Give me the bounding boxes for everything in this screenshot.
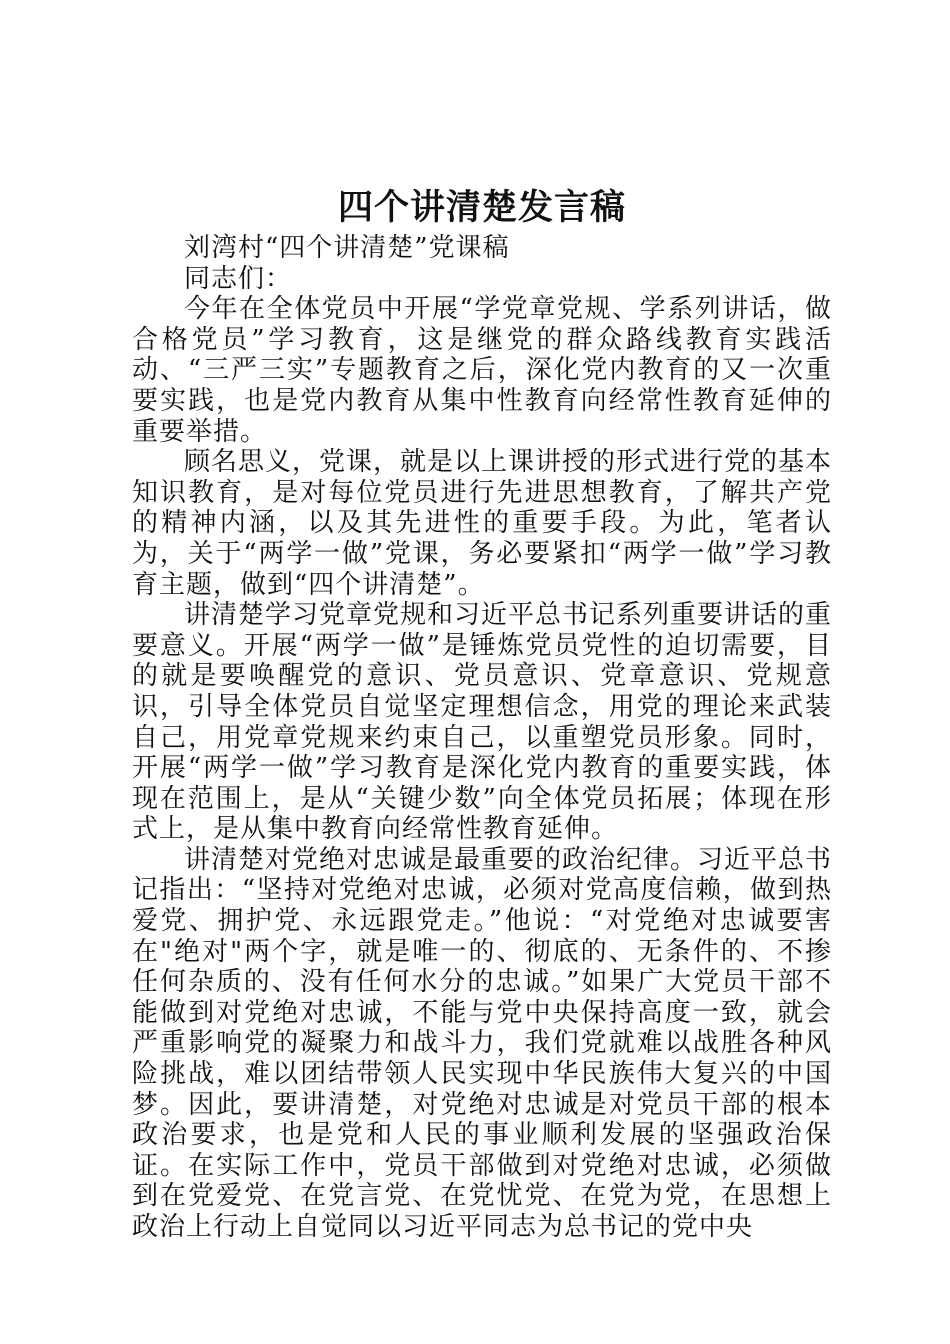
salutation: 同志们： xyxy=(184,263,293,294)
document-page xyxy=(132,185,832,1243)
paragraph-significance: 讲清楚学习党章党规和习近平总书记系列重要讲话的重要意义。开展“两学一做”是锤炼党员党性的迫切需要，目的就是要唤醒党的意识、党员意识、党章意识、党规意识，引导全体党员自觉坚定理想信念，用党的理论来武装自己，用党章党规来约束自己，以重塑党员形象。同时，开展“两学一做”学习教育是深化党内教育的重要实践，体现在范围上，是从“关键少数”向全体党员拓展；体现在形式上，是从集中教育向经常性教育延伸。 xyxy=(132,600,833,845)
document-subtitle: 刘湾村“四个讲清楚”党课稿 xyxy=(184,233,510,263)
document-title: 四个讲清楚发言稿 xyxy=(337,187,626,228)
paragraph-intro: 今年在全体党员中开展“学党章党规、学系列讲话，做合格党员”学习教育，这是继党的群众路线教育实践活动、“三严三实”专题教育之后，深化党内教育的又一次重要实践，也是党内教育从集中性教育向经常性教育延伸的重要举措。 xyxy=(132,294,832,447)
paragraph-meaning: 顾名思义，党课，就是以上课讲授的形式进行党的基本知识教育，是对每位党员进行先进思想教育，了解共产党的精神内涵，以及其先进性的重要手段。为此，笔者认为，关于“两学一做”党课，务必要紧扣“两学一做”学习教育主题，做到“四个讲清楚”。 xyxy=(132,447,833,600)
paragraph-loyalty: 讲清楚对党绝对忠诚是最重要的政治纪律。习近平总书记指出：“坚持对党绝对忠诚，必须对党高度信赖，做到热爱党、拥护党、永远跟党走。”他说：“对党绝对忠诚要害在"绝对"两个字，就是唯一的、彻底的、无条件的、不掺任何杂质的、没有任何水分的忠诚。”如果广大党员干部不能做到对党绝对忠诚，不能与党中央保持高度一致，就会严重影响党的凝聚力和战斗力，我们党就难以战胜各种风险挑战，难以团结带领人民实现中华民族伟大复兴的中国梦。因此，要讲清楚，对党绝对忠诚是对党员干部的根本政治要求，也是党和人民的事业顺利发展的坚强政治保证。在实际工作中，党员干部做到对党绝对忠诚，必须做到在党爱党、在党言党、在党忧党、在党为党，在思想上政治上行动上自觉同以习近平同志为总书记的党中央 xyxy=(132,844,833,1242)
